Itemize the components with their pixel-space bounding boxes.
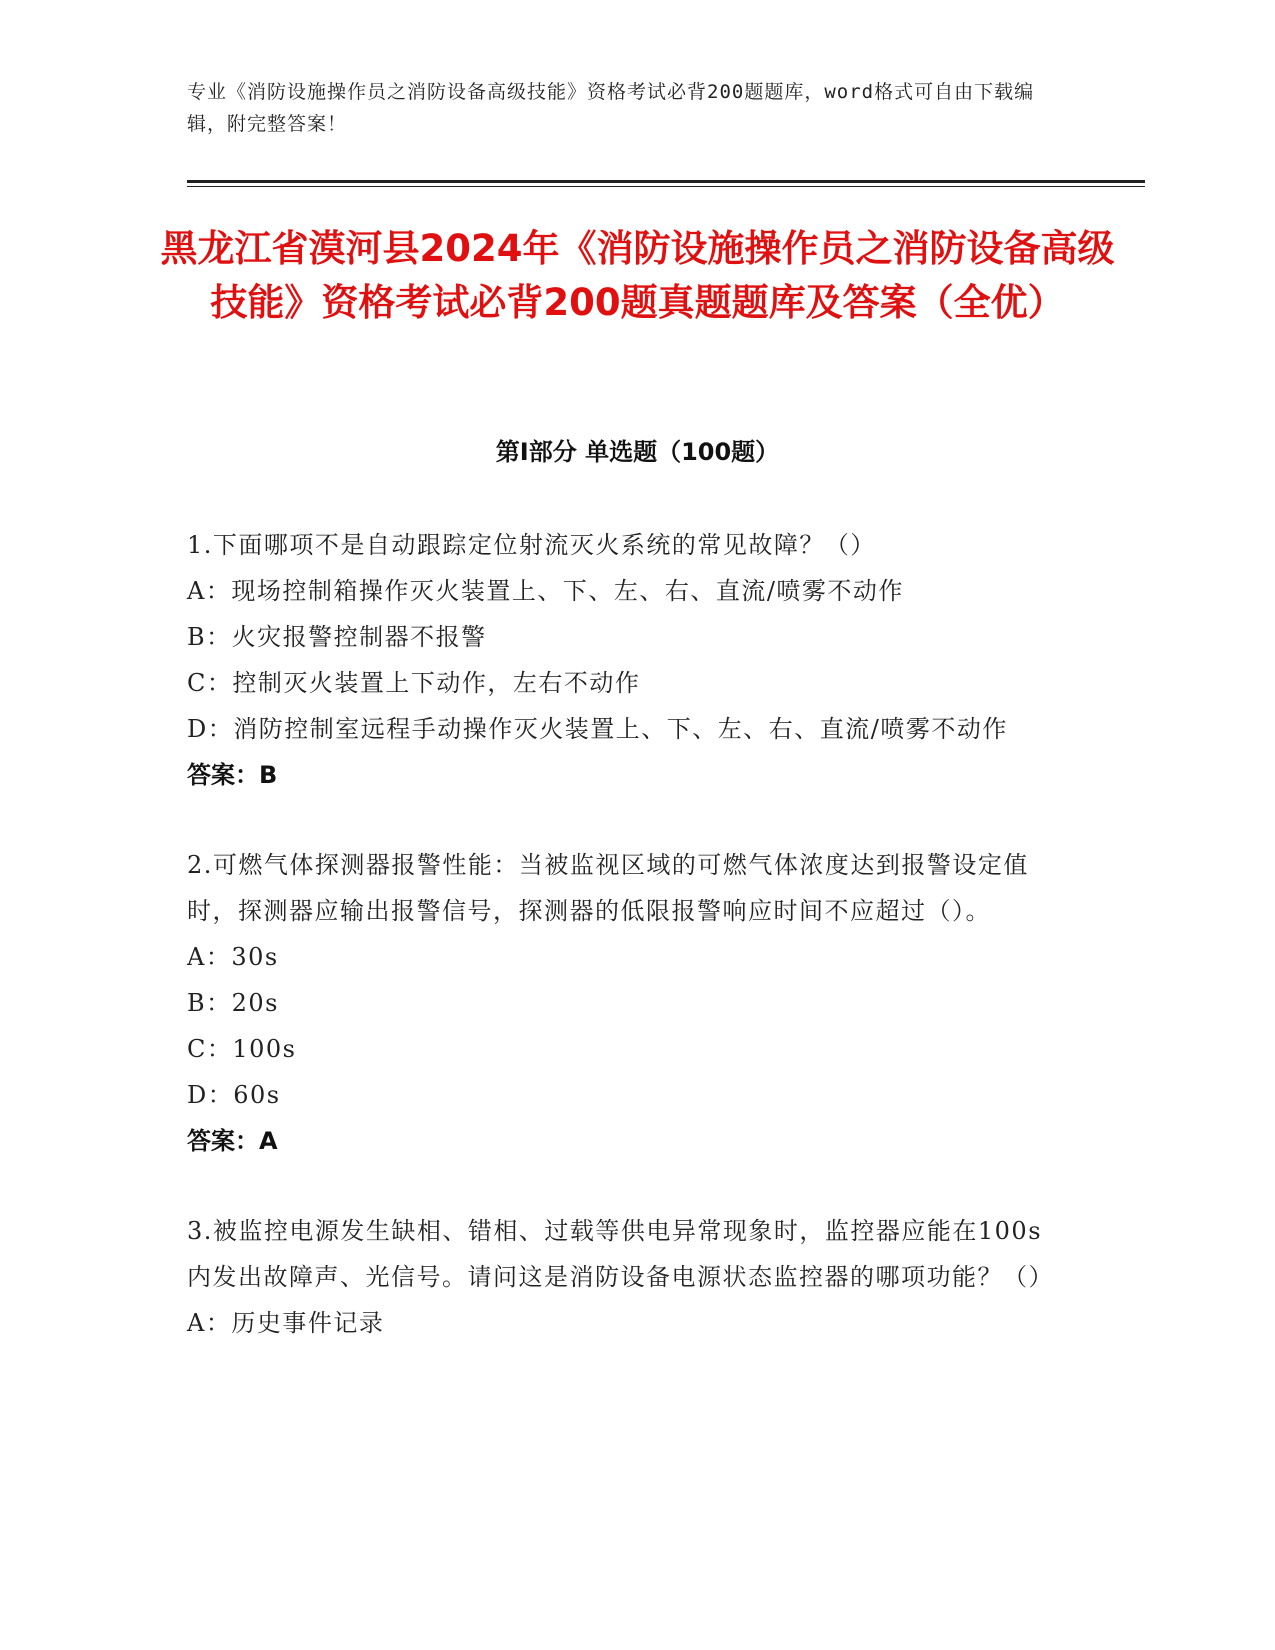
option-a: A：现场控制箱操作灭火装置上、下、左、右、直流/喷雾不动作 bbox=[187, 577, 904, 605]
option-a: A：历史事件记录 bbox=[187, 1309, 385, 1337]
option-b: B：火灾报警控制器不报警 bbox=[187, 623, 487, 651]
option-a: A：30s bbox=[187, 943, 279, 971]
question-3 bbox=[187, 1208, 1067, 1346]
option-c: C：100s bbox=[187, 1035, 297, 1063]
question-stem: 1.下面哪项不是自动跟踪定位射流灭火系统的常见故障？（） bbox=[187, 531, 876, 559]
option-b: B：20s bbox=[187, 989, 279, 1017]
question-1 bbox=[187, 522, 1067, 798]
header-divider-thin bbox=[187, 186, 1145, 187]
header-divider-thick bbox=[187, 180, 1145, 183]
answer: 答案：B bbox=[187, 761, 278, 789]
question-stem: 3.被监控电源发生缺相、错相、过载等供电异常现象时，监控器应能在100s内发出故障声、光信号。请问这是消防设备电源状态监控器的哪项功能？（） bbox=[187, 1217, 1054, 1291]
question-stem: 2.可燃气体探测器报警性能：当被监视区域的可燃气体浓度达到报警设定值时，探测器应输出报警信号，探测器的低限报警响应时间不应超过（）。 bbox=[187, 851, 1029, 925]
section-title: 第Ⅰ部分 单选题（100题） bbox=[495, 438, 780, 466]
option-c: C：控制灭火装置上下动作，左右不动作 bbox=[187, 669, 641, 697]
option-d: D：60s bbox=[187, 1081, 281, 1109]
answer: 答案：A bbox=[187, 1127, 278, 1155]
option-d: D：消防控制室远程手动操作灭火装置上、下、左、右、直流/喷雾不动作 bbox=[187, 715, 1008, 743]
question-list bbox=[187, 522, 1067, 1390]
document-title: 黑龙江省漠河县2024年《消防设施操作员之消防设备高级技能》资格考试必背200题真题题库及答案（全优） bbox=[160, 227, 1115, 324]
header-note: 专业《消防设施操作员之消防设备高级技能》资格考试必背200题题库，word格式可自由下载编辑，附完整答案！ bbox=[187, 81, 1035, 135]
question-2 bbox=[187, 842, 1067, 1164]
